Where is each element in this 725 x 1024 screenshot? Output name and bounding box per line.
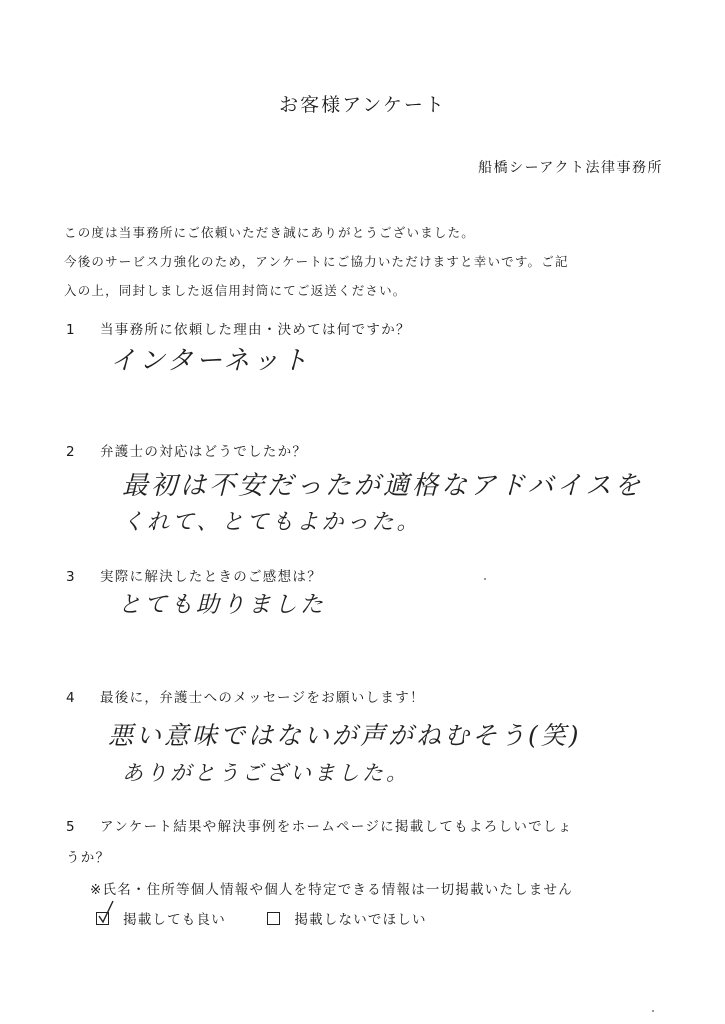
question-number: 4	[66, 690, 76, 706]
publish-options	[96, 908, 427, 928]
question-5	[66, 815, 573, 835]
intro-text	[64, 218, 664, 305]
privacy-note: ※氏名・住所等個人情報や個人を特定できる情報は一切掲載いたしません	[90, 882, 573, 898]
option-label: 掲載しても良い	[123, 912, 226, 928]
intro-line-3: 入の上，同封しました返信用封筒にてご返送ください。	[64, 283, 407, 298]
answer-2-line-2: くれて、とてもよかった。	[122, 510, 422, 535]
checkbox-publish-no[interactable]	[267, 912, 280, 925]
question-2	[66, 440, 307, 460]
question-1	[66, 318, 411, 338]
question-text: 最後に，弁護士へのメッセージをお願いします！	[100, 690, 425, 706]
question-number: 3	[66, 569, 76, 585]
question-text: 弁護士の対応はどうでしたか？	[100, 444, 308, 460]
intro-line-2: 今後のサービス力強化のため，アンケートにご協力いただけますと幸いです。ご記	[64, 254, 569, 269]
question-3	[66, 565, 322, 585]
question-text: アンケート結果や解決事例をホームページに掲載してもよろしいでしょ	[100, 819, 573, 835]
page-title: お客様アンケート	[279, 94, 446, 116]
answer-3-line-1: とても助りました	[118, 592, 326, 618]
option-publish-ok[interactable]	[96, 908, 226, 928]
question-5-continued: うか？	[66, 850, 111, 866]
check-mark-icon	[97, 900, 117, 924]
question-number: 1	[66, 322, 76, 338]
answer-1-line-1: インターネット	[110, 346, 311, 376]
question-number: 2	[66, 444, 76, 460]
checkbox-publish-ok[interactable]	[96, 912, 109, 925]
answer-2-line-1: 最初は不安だったが適格なアドバイスを	[122, 471, 644, 501]
scan-speck	[484, 578, 486, 580]
answer-4-line-2: ありがとうございました。	[122, 761, 410, 785]
question-text: 当事務所に依頼した理由・決めては何ですか？	[100, 322, 411, 338]
scan-speck	[652, 1010, 654, 1012]
intro-line-1: この度は当事務所にご依頼いただき誠にありがとうございました。	[64, 225, 476, 240]
question-text: 実際に解決したときのご感想は？	[100, 569, 322, 585]
answer-4-line-1: 悪い意味ではないが声がねむそう(笑)	[108, 721, 582, 750]
option-publish-no[interactable]	[267, 908, 426, 928]
option-label: 掲載しないでほしい	[294, 912, 427, 928]
question-4	[66, 686, 425, 706]
question-number: 5	[66, 819, 76, 835]
firm-name: 船橋シーアクト法律事務所	[478, 160, 663, 176]
